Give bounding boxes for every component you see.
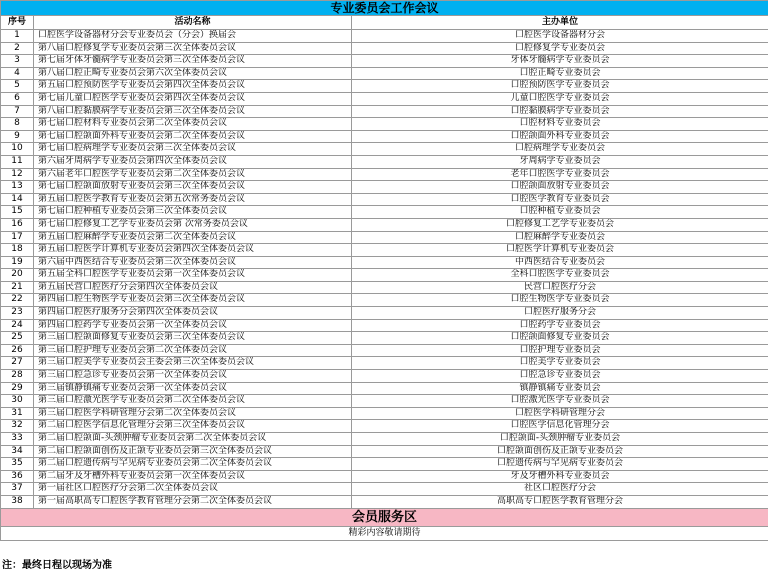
activity-name: 第七届口腔材料专业委员会第二次全体委员会议 bbox=[34, 118, 352, 131]
table-row bbox=[1, 244, 768, 257]
activity-name: 第五届口腔麻醉学专业委员会第二次全体委员会议 bbox=[34, 231, 352, 244]
activity-name: 第六届中西医结合专业委员会第三次全体委员会议 bbox=[34, 256, 352, 269]
table-row bbox=[1, 458, 768, 471]
table-row bbox=[1, 445, 768, 458]
host-org: 口腔颌面放射专业委员会 bbox=[352, 181, 768, 194]
activity-name: 第二届牙及牙槽外科专业委员会第一次全体委员会议 bbox=[34, 470, 352, 483]
host-org: 口腔医学教育专业委员会 bbox=[352, 193, 768, 206]
title-row bbox=[1, 1, 768, 16]
row-number: 13 bbox=[1, 181, 34, 194]
host-org: 口腔正畸专业委员会 bbox=[352, 67, 768, 80]
host-org: 口腔药学专业委员会 bbox=[352, 319, 768, 332]
activity-name: 第五届口腔预防医学专业委员会第四次全体委员会议 bbox=[34, 80, 352, 93]
footnote: 注：最终日程以现场为准 bbox=[2, 556, 112, 571]
host-org: 口腔颌面创伤及正颌专业委员会 bbox=[352, 445, 768, 458]
row-number: 10 bbox=[1, 143, 34, 156]
activity-name: 第八届口腔修复学专业委员会第三次全体委员会议 bbox=[34, 42, 352, 55]
table-row bbox=[1, 407, 768, 420]
host-org: 老年口腔医学专业委员会 bbox=[352, 168, 768, 181]
host-org: 口腔麻醉学专业委员会 bbox=[352, 231, 768, 244]
table-row bbox=[1, 155, 768, 168]
row-number: 34 bbox=[1, 445, 34, 458]
table-row bbox=[1, 269, 768, 282]
table-row bbox=[1, 344, 768, 357]
table-row bbox=[1, 319, 768, 332]
row-number: 36 bbox=[1, 470, 34, 483]
activity-name: 第五届口腔医学教育专业委员会第五次常务委员会议 bbox=[34, 193, 352, 206]
table-row bbox=[1, 181, 768, 194]
host-org: 口腔医学设备器材分会 bbox=[352, 30, 768, 43]
activity-name: 第七届口腔修复工艺学专业委员会第 次常务委员会议 bbox=[34, 218, 352, 231]
row-number: 28 bbox=[1, 370, 34, 383]
row-number: 30 bbox=[1, 395, 34, 408]
host-org: 口腔医学信息化管理分会 bbox=[352, 420, 768, 433]
host-org: 口腔颌面-头颈肿瘤专业委员会 bbox=[352, 433, 768, 446]
host-org: 牙体牙髓病学专业委员会 bbox=[352, 55, 768, 68]
host-org: 口腔生物医学专业委员会 bbox=[352, 294, 768, 307]
host-org: 口腔颌面修复专业委员会 bbox=[352, 332, 768, 345]
host-org: 口腔预防医学专业委员会 bbox=[352, 80, 768, 93]
host-org: 民营口腔医疗分会 bbox=[352, 281, 768, 294]
host-org: 口腔黏膜病学专业委员会 bbox=[352, 105, 768, 118]
host-org: 全科口腔医学专业委员会 bbox=[352, 269, 768, 282]
table-row bbox=[1, 294, 768, 307]
host-org: 牙周病学专业委员会 bbox=[352, 155, 768, 168]
host-org: 镇静镇痛专业委员会 bbox=[352, 382, 768, 395]
activity-name: 第四届口腔生物医学专业委员会第三次全体委员会议 bbox=[34, 294, 352, 307]
activity-name: 第三届口腔护理专业委员会第二次全体委员会议 bbox=[34, 344, 352, 357]
table-title: 专业委员会工作会议 bbox=[1, 1, 768, 16]
host-org: 口腔病理学专业委员会 bbox=[352, 143, 768, 156]
row-number: 4 bbox=[1, 67, 34, 80]
row-number: 16 bbox=[1, 218, 34, 231]
host-org: 牙及牙槽外科专业委员会 bbox=[352, 470, 768, 483]
row-number: 6 bbox=[1, 92, 34, 105]
row-number: 23 bbox=[1, 307, 34, 320]
row-number: 35 bbox=[1, 458, 34, 471]
host-org: 口腔医学科研管理分会 bbox=[352, 407, 768, 420]
activity-name: 第三届口腔急诊专业委员会第一次全体委员会议 bbox=[34, 370, 352, 383]
header-num: 序号 bbox=[1, 16, 34, 30]
activity-name: 第三届镇静镇痛专业委员会第一次全体委员会议 bbox=[34, 382, 352, 395]
header-name: 活动名称 bbox=[34, 16, 352, 30]
row-number: 14 bbox=[1, 193, 34, 206]
row-number: 17 bbox=[1, 231, 34, 244]
host-org: 中西医结合专业委员会 bbox=[352, 256, 768, 269]
host-org: 儿童口腔医学专业委员会 bbox=[352, 92, 768, 105]
table-row bbox=[1, 281, 768, 294]
activity-name: 第七届口腔颌面外科专业委员会第二次全体委员会议 bbox=[34, 130, 352, 143]
row-number: 32 bbox=[1, 420, 34, 433]
table-row bbox=[1, 42, 768, 55]
row-number: 18 bbox=[1, 244, 34, 257]
table-row bbox=[1, 256, 768, 269]
activity-name: 第三届口腔颌面修复专业委员会第三次全体委员会议 bbox=[34, 332, 352, 345]
activity-name: 第二届口腔颌面创伤及正颌专业委员会第三次全体委员会议 bbox=[34, 445, 352, 458]
activity-name: 第二届口腔医学信息化管理分会第三次全体委员会议 bbox=[34, 420, 352, 433]
row-number: 26 bbox=[1, 344, 34, 357]
row-number: 3 bbox=[1, 55, 34, 68]
activity-name: 第七届口腔种植专业委员会第三次全体委员会议 bbox=[34, 206, 352, 219]
row-number: 8 bbox=[1, 118, 34, 131]
table-row bbox=[1, 395, 768, 408]
table-row bbox=[1, 80, 768, 93]
row-number: 22 bbox=[1, 294, 34, 307]
activity-name: 第六届牙周病学专业委员会第四次全体委员会议 bbox=[34, 155, 352, 168]
row-number: 19 bbox=[1, 256, 34, 269]
host-org: 口腔医疗服务分会 bbox=[352, 307, 768, 320]
host-org: 口腔遗传病与罕见病专业委员会 bbox=[352, 458, 768, 471]
row-number: 5 bbox=[1, 80, 34, 93]
host-org: 口腔修复学专业委员会 bbox=[352, 42, 768, 55]
host-org: 高职高专口腔医学教育管理分会 bbox=[352, 495, 768, 508]
activity-name: 第六届老年口腔医学专业委员会第二次全体委员会议 bbox=[34, 168, 352, 181]
table-row bbox=[1, 483, 768, 496]
activity-name: 第四届口腔药学专业委员会第一次全体委员会议 bbox=[34, 319, 352, 332]
table-row bbox=[1, 168, 768, 181]
row-number: 9 bbox=[1, 130, 34, 143]
activity-name: 第七届口腔颌面放射专业委员会第三次全体委员会议 bbox=[34, 181, 352, 194]
row-number: 25 bbox=[1, 332, 34, 345]
member-section-note: 精彩内容敬请期待 bbox=[1, 526, 768, 540]
row-number: 27 bbox=[1, 357, 34, 370]
row-number: 37 bbox=[1, 483, 34, 496]
row-number: 2 bbox=[1, 42, 34, 55]
row-number: 11 bbox=[1, 155, 34, 168]
row-number: 33 bbox=[1, 433, 34, 446]
activity-name: 第一届高职高专口腔医学教育管理分会第二次全体委员会议 bbox=[34, 495, 352, 508]
host-org: 社区口腔医疗分会 bbox=[352, 483, 768, 496]
activity-name: 第三届口腔医学科研管理分会第二次全体委员会议 bbox=[34, 407, 352, 420]
activity-name: 第二届口腔遗传病与罕见病专业委员会第二次全体委员会议 bbox=[34, 458, 352, 471]
table-row bbox=[1, 370, 768, 383]
table-row bbox=[1, 30, 768, 43]
activity-name: 第一届社区口腔医疗分会第二次全体委员会议 bbox=[34, 483, 352, 496]
table-row bbox=[1, 307, 768, 320]
table-row bbox=[1, 92, 768, 105]
table-row bbox=[1, 193, 768, 206]
row-number: 7 bbox=[1, 105, 34, 118]
activity-name: 第三届口腔美学专业委员会主委会第三次全体委员会议 bbox=[34, 357, 352, 370]
activity-name: 第三届口腔激光医学专业委员会第二次全体委员会议 bbox=[34, 395, 352, 408]
activity-name: 第五届全科口腔医学专业委员会第一次全体委员会议 bbox=[34, 269, 352, 282]
activity-name: 第四届口腔医疗服务分会第四次全体委员会议 bbox=[34, 307, 352, 320]
activity-name: 口腔医学设备器材分会专业委员会（分会）换届会 bbox=[34, 30, 352, 43]
table-row bbox=[1, 332, 768, 345]
host-org: 口腔医学计算机专业委员会 bbox=[352, 244, 768, 257]
row-number: 21 bbox=[1, 281, 34, 294]
member-section-title: 会员服务区 bbox=[1, 508, 768, 526]
host-org: 口腔颌面外科专业委员会 bbox=[352, 130, 768, 143]
table-row bbox=[1, 433, 768, 446]
row-number: 38 bbox=[1, 495, 34, 508]
host-org: 口腔护理专业委员会 bbox=[352, 344, 768, 357]
activity-name: 第七届牙体牙髓病学专业委员会第三次全体委员会议 bbox=[34, 55, 352, 68]
table-row bbox=[1, 495, 768, 508]
activity-name: 第五届民营口腔医疗分会第四次全体委员会议 bbox=[34, 281, 352, 294]
host-org: 口腔激光医学专业委员会 bbox=[352, 395, 768, 408]
table-row bbox=[1, 382, 768, 395]
table-row bbox=[1, 218, 768, 231]
table-row bbox=[1, 118, 768, 131]
table-row bbox=[1, 231, 768, 244]
row-number: 12 bbox=[1, 168, 34, 181]
table-row bbox=[1, 206, 768, 219]
row-number: 29 bbox=[1, 382, 34, 395]
activity-name: 第七届口腔病理学专业委员会第三次全体委员会议 bbox=[34, 143, 352, 156]
host-org: 口腔美学专业委员会 bbox=[352, 357, 768, 370]
header-org: 主办单位 bbox=[352, 16, 768, 30]
table-row bbox=[1, 357, 768, 370]
table-row bbox=[1, 143, 768, 156]
activity-name: 第八届口腔黏膜病学专业委员会第三次全体委员会议 bbox=[34, 105, 352, 118]
table-row bbox=[1, 130, 768, 143]
row-number: 31 bbox=[1, 407, 34, 420]
row-number: 1 bbox=[1, 30, 34, 43]
host-org: 口腔急诊专业委员会 bbox=[352, 370, 768, 383]
activity-name: 第五届口腔医学计算机专业委员会第四次全体委员会议 bbox=[34, 244, 352, 257]
host-org: 口腔种植专业委员会 bbox=[352, 206, 768, 219]
header-row bbox=[1, 16, 768, 30]
table-row bbox=[1, 55, 768, 68]
row-number: 15 bbox=[1, 206, 34, 219]
row-number: 20 bbox=[1, 269, 34, 282]
activity-name: 第七届儿童口腔医学专业委员会第四次全体委员会议 bbox=[34, 92, 352, 105]
activity-name: 第八届口腔正畸专业委员会第六次全体委员会议 bbox=[34, 67, 352, 80]
host-org: 口腔材料专业委员会 bbox=[352, 118, 768, 131]
activity-name: 第二届口腔颌面-头颈肿瘤专业委员会第二次全体委员会议 bbox=[34, 433, 352, 446]
row-number: 24 bbox=[1, 319, 34, 332]
table-row bbox=[1, 105, 768, 118]
table-row bbox=[1, 420, 768, 433]
table-row bbox=[1, 470, 768, 483]
table-row bbox=[1, 67, 768, 80]
member-section-row bbox=[1, 508, 768, 526]
member-note-row bbox=[1, 526, 768, 540]
host-org: 口腔修复工艺学专业委员会 bbox=[352, 218, 768, 231]
